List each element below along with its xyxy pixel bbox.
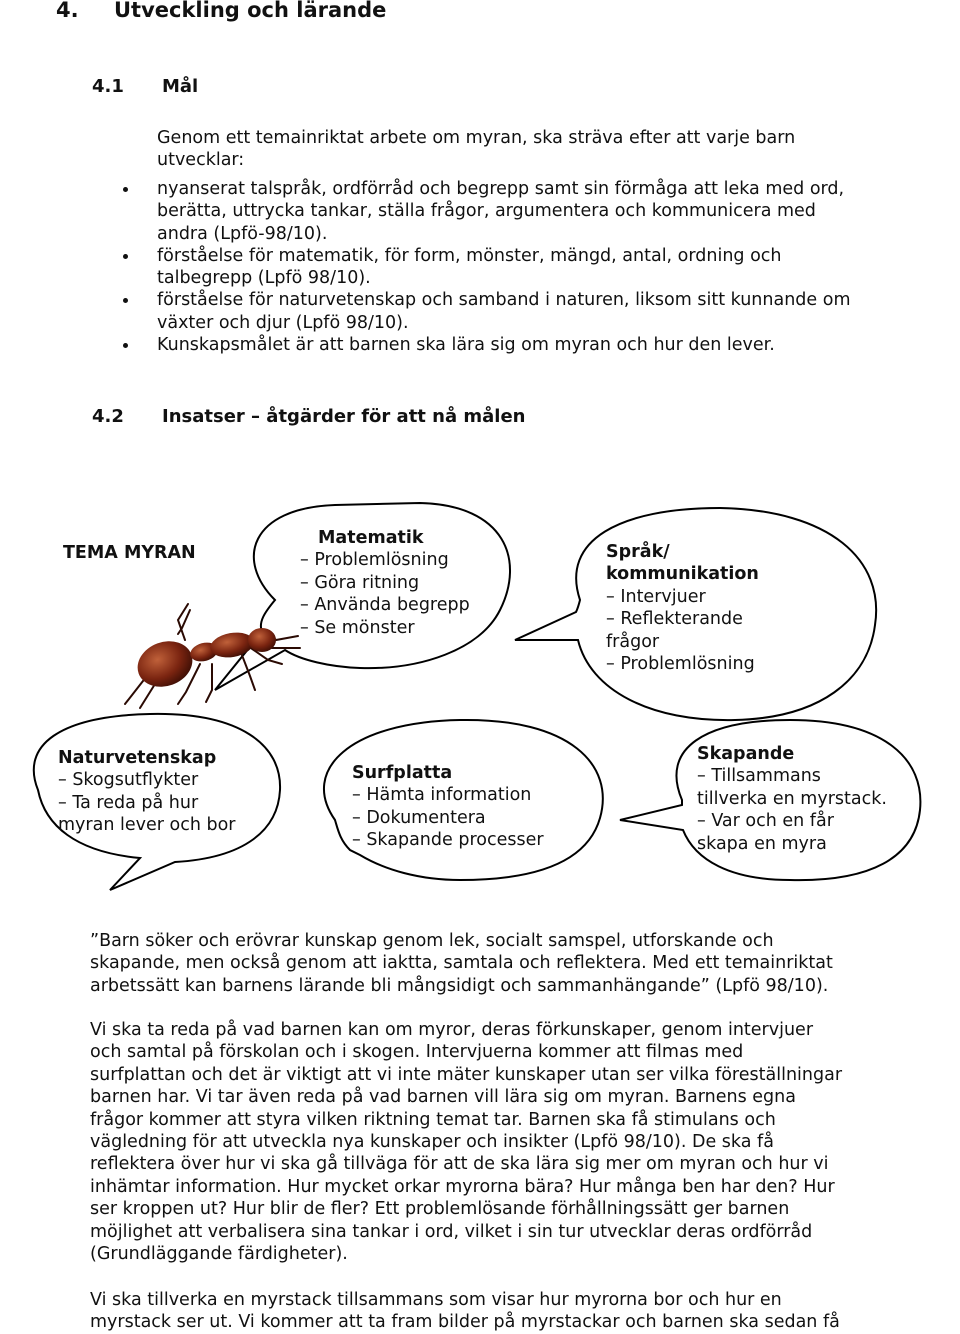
text-line: skapande, men också genom att iaktta, samtala och reflektera. Med ett temainriktat [90, 953, 833, 974]
surfplatta-title: Surfplatta [352, 763, 453, 783]
list-item-line: förståelse för naturvetenskap och samband i naturen, liksom sitt kunnande om [157, 290, 851, 311]
surfplatta-line: – Skapande processer [352, 830, 544, 851]
text-line: Vi ska ta reda på vad barnen kan om myror, deras förkunskaper, genom intervjuer [90, 1020, 814, 1040]
skapande-text [697, 743, 887, 855]
section-title: Insatser – åtgärder för att nå målen [162, 406, 526, 427]
surfplatta-text [352, 762, 544, 852]
intro-line: Genom ett temainriktat arbete om myran, ska sträva efter att varje barn [157, 128, 796, 148]
body-paragraph [90, 1289, 950, 1334]
list-item-line: förståelse för matematik, för form, mönster, mängd, antal, ordning och [157, 245, 782, 266]
sprak-line: – Intervjuer [606, 586, 706, 607]
section-title: Mål [162, 76, 199, 97]
text-line: surfplattan och det är viktigt att vi inte mäter kunskaper utan ser vilka föreställningar [90, 1064, 843, 1085]
matematik-item: – Använda begrepp [300, 595, 470, 616]
text-line: (Grundläggande färdigheter). [90, 1244, 348, 1265]
matematik-item: – Problemlösning [300, 550, 449, 571]
surfplatta-line: – Hämta information [352, 785, 532, 806]
matematik-item: – Se mönster [300, 617, 415, 638]
text-line: ”Barn söker och erövrar kunskap genom lek, socialt samspel, utforskande och [90, 931, 774, 951]
center-label: TEMA MYRAN [63, 543, 196, 563]
list-item-line: Kunskapsmålet är att barnen ska lära sig om myran och hur den lever. [157, 335, 775, 356]
sprak-line: frågor [606, 631, 660, 652]
text-line: barnen har. Vi tar även reda på vad barnen vill lära sig om myran. Barnens egna [90, 1087, 796, 1108]
text-line: inhämtar information. Hur mycket orkar myrorna bära? Hur många ben har den? Hur [90, 1176, 835, 1197]
naturvetenskap-line: myran lever och bor [58, 815, 236, 836]
text-line: vägledning för att utveckla nya kunskaper och insikter (Lpfö 98/10). De ska få [90, 1132, 774, 1153]
sprak-title: Språk/ [606, 542, 670, 562]
naturvetenskap-title: Naturvetenskap [58, 748, 217, 768]
skapande-line: – Var och en får [697, 811, 834, 832]
sprak-text [606, 541, 759, 675]
section-number: 4.2 [92, 406, 124, 427]
skapande-line: – Tillsammans [697, 766, 821, 787]
list-item-line: berätta, uttrycka tankar, ställa frågor, argumentera och kommunicera med [157, 201, 816, 222]
skapande-line: skapa en myra [697, 833, 827, 854]
text-line: ser kroppen ut? Hur blir de fler? Ett problemlösande förhållningssätt ger barnen [90, 1199, 790, 1220]
sprak-line: – Reflekterande [606, 609, 743, 630]
sprak-line: – Problemlösning [606, 654, 755, 675]
text-line: och samtal på förskolan och i skogen. Intervjuerna kommer att filmas med [90, 1042, 744, 1063]
surfplatta-line: – Dokumentera [352, 807, 486, 828]
list-item-line: andra (Lpfö-98/10). [157, 223, 328, 244]
sprak-title: kommunikation [606, 564, 759, 585]
naturvetenskap-line: – Ta reda på hur [58, 792, 199, 813]
list-item-line: nyanserat talspråk, ordförråd och begrepp samt sin förmåga att leka med ord, [157, 179, 845, 199]
list-item-line: talbegrepp (Lpfö 98/10). [157, 268, 371, 289]
skapande-line: tillverka en myrstack. [697, 788, 887, 809]
quote-paragraph [90, 930, 930, 997]
chapter-number: 4. [56, 0, 79, 22]
list-item-line: växter och djur (Lpfö 98/10). [157, 312, 409, 333]
text-line: möjlighet att verbalisera sina tankar i ord, vilket i sin tur utvecklar deras ordförråd [90, 1221, 813, 1242]
skapande-title: Skapande [697, 744, 795, 764]
text-line: Vi ska tillverka en myrstack tillsammans som visar hur myrorna bor och hur en [90, 1290, 782, 1310]
text-line: myrstack ser ut. Vi kommer att ta fram bilder på myrstackar och barnen ska sedan få [90, 1312, 840, 1333]
text-line: arbetssätt kan barnens lärande bli mångsidigt och sammanhängande” (Lpfö 98/10). [90, 975, 829, 996]
matematik-item: – Göra ritning [300, 572, 420, 593]
naturvetenskap-text [58, 747, 235, 837]
naturvetenskap-line: – Skogsutflykter [58, 770, 199, 791]
text-line: frågor kommer att styra vilken riktning temat tar. Barnen ska få stimulans och [90, 1109, 776, 1130]
text-line: reflektera över hur vi ska gå tillväga för att de ska lära sig mer om myran och hur vi [90, 1154, 829, 1175]
chapter-title: Utveckling och lärande [114, 0, 387, 22]
intro-line: utvecklar: [157, 150, 245, 171]
body-paragraph [90, 1019, 950, 1265]
matematik-text [300, 527, 470, 639]
section-number: 4.1 [92, 76, 124, 97]
matematik-title: Matematik [318, 528, 424, 548]
